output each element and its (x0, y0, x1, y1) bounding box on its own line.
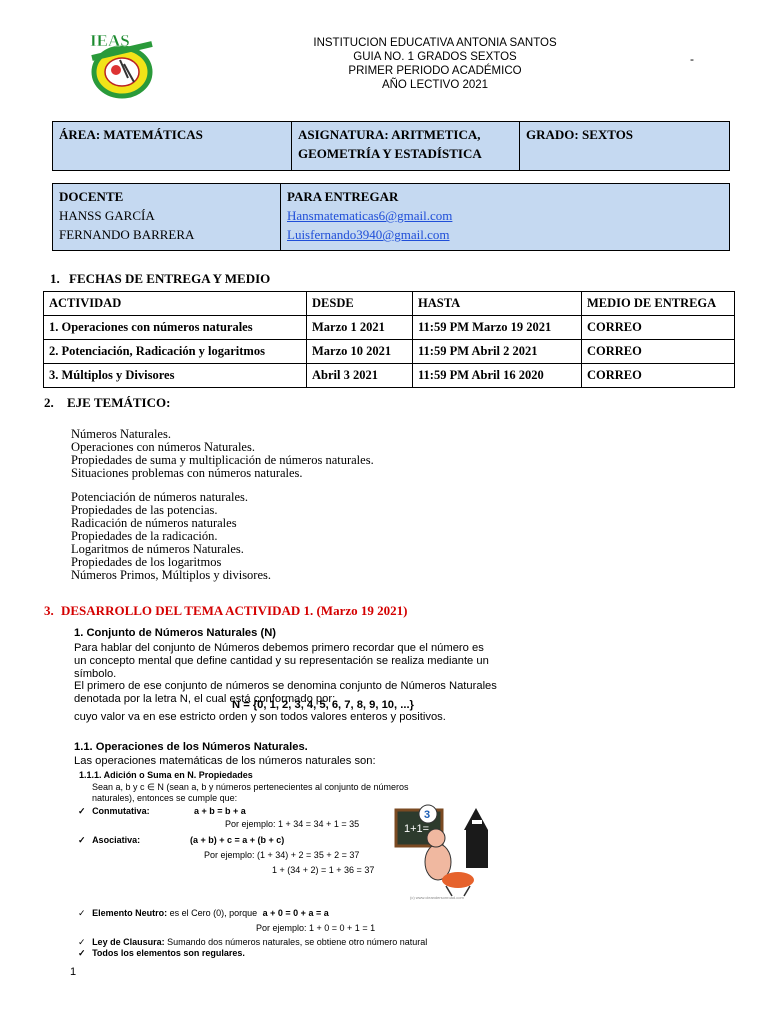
property-row (78, 806, 150, 817)
grado-cell (520, 122, 730, 171)
topic-item: Potenciación de números naturales. (71, 490, 249, 504)
property-row (78, 937, 427, 948)
teacher-name: FERNANDO BARRERA (59, 227, 195, 242)
teacher-table (52, 183, 730, 251)
topics-group (71, 491, 271, 582)
logo-text: IEAS (90, 31, 130, 50)
topic-item: Propiedades de suma y multiplicación de números naturales. (71, 453, 374, 467)
topic-item: Números Primos, Múltiplos y divisores. (71, 568, 272, 582)
board-text: 1+1= (404, 823, 430, 835)
section-3-heading (44, 603, 407, 619)
paragraph-line: símbolo. (74, 667, 117, 680)
delivery-cell (281, 184, 730, 251)
table-cell: CORREO (582, 340, 735, 364)
property-formula: (a + b) + c = a + (b + c) (190, 835, 285, 845)
property-example: Por ejemplo: 1 + 34 = 34 + 1 = 35 (225, 819, 360, 829)
topic-item: Propiedades de la radicación. (71, 529, 218, 543)
column-header: HASTA (413, 292, 582, 316)
table-row (44, 316, 735, 340)
check-icon: ✓ (78, 806, 86, 816)
area-label: ÁREA: MATEMÁTICAS (59, 127, 203, 142)
property-example: Por ejemplo: (1 + 34) + 2 = 35 + 2 = 37 (204, 850, 360, 860)
topic-item: Operaciones con números Naturales. (71, 440, 255, 454)
table-cell: 1. Operaciones con números naturales (44, 316, 307, 340)
column-header: ACTIVIDAD (44, 292, 307, 316)
page-number: 1 (70, 966, 77, 978)
intro-paragraph (74, 642, 574, 706)
property-formula: a + 0 = 0 + a = a (262, 908, 329, 918)
paragraph-line: El primero de ese conjunto de números se denomina conjunto de Números Naturales (74, 680, 497, 693)
header-line: INSTITUCION EDUCATIVA ANTONIA SANTOS (313, 37, 557, 49)
property-example: Por ejemplo: 1 + 0 = 0 + 1 = 1 (256, 923, 376, 933)
board-badge: 3 (424, 809, 431, 821)
natural-numbers-set: N = {0, 1, 2, 3, 4, 5, 6, 7, 8, 9, 10, ...} (232, 699, 414, 711)
check-icon: ✓ (78, 948, 86, 958)
section-title: FECHAS DE ENTREGA Y MEDIO (69, 271, 271, 286)
check-icon: ✓ (78, 908, 86, 918)
topic-item: Propiedades de las potencias. (71, 503, 218, 517)
table-cell: CORREO (582, 364, 735, 388)
entregar-label: PARA ENTREGAR (287, 189, 399, 204)
property-label: Elemento Neutro: (92, 908, 168, 918)
table-cell: 11:59 PM Abril 16 2020 (413, 364, 582, 388)
topic-item: Situaciones problemas con números naturales. (71, 466, 303, 480)
table-row (44, 340, 735, 364)
area-cell (53, 122, 292, 171)
check-icon: ✓ (78, 835, 86, 845)
asignatura-cell (292, 122, 520, 171)
topic-item: Logaritmos de números Naturales. (71, 542, 244, 556)
property-row (78, 908, 329, 919)
property-row (78, 948, 245, 959)
topic-item: Números Naturales. (71, 427, 171, 441)
cartoon-illustration (392, 800, 508, 900)
paragraph-line: Sean a, b y c ∈ N (sean a, b y números pertenecientes al conjunto de números (92, 782, 409, 792)
property-example: 1 + (34 + 2) = 1 + 36 = 37 (272, 865, 375, 875)
table-cell: Abril 3 2021 (307, 364, 413, 388)
section-title: EJE TEMÁTICO: (67, 395, 171, 410)
paragraph-line: Las operaciones matemáticas de los números naturales son: (74, 755, 376, 767)
delivery-dates-table (43, 291, 735, 388)
table-cell: 2. Potenciación, Radicación y logaritmos (44, 340, 307, 364)
subsection-title: 1.1. Operaciones de los Números Naturales. (74, 741, 308, 753)
property-label: Ley de Clausura: (92, 937, 165, 947)
section-title: DESARROLLO DEL TEMA ACTIVIDAD 1. (Marzo 19 2021) (61, 603, 408, 618)
column-header: MEDIO DE ENTREGA (582, 292, 735, 316)
property-row (78, 835, 140, 846)
section-number: 2. (44, 395, 54, 410)
paragraph-line: denotada por la letra N, el cual está conformado por: (74, 693, 336, 706)
email-link[interactable]: Luisfernando3940@gmail.com (287, 227, 450, 242)
header-line: AÑO LECTIVO 2021 (381, 79, 489, 91)
asignatura-line: ASIGNATURA: ARITMETICA, (298, 127, 481, 142)
image-credit: (c) www.cleandersonroad.com (410, 895, 464, 900)
table-cell: Marzo 1 2021 (307, 316, 413, 340)
header-dash: - (690, 52, 694, 66)
property-label: Conmutativa: (92, 806, 150, 816)
table-cell: 3. Múltiplos y Divisores (44, 364, 307, 388)
section-number: 3. (44, 603, 54, 618)
subsection-title: 1. Conjunto de Números Naturales (N) (74, 627, 277, 639)
table-cell: 11:59 PM Abril 2 2021 (413, 340, 582, 364)
topic-item: Radicación de números naturales (71, 516, 237, 530)
section-2-heading (44, 395, 170, 411)
section-number: 1. (50, 271, 60, 286)
property-text: Todos los elementos son regulares. (92, 948, 245, 958)
docente-label: DOCENTE (59, 189, 124, 204)
subsection-title: 1.1.1. Adición o Suma en N. Propiedades (79, 770, 253, 780)
school-logo (80, 30, 164, 100)
property-formula: a + b = b + a (194, 806, 246, 816)
column-header: DESDE (307, 292, 413, 316)
property-text: es el Cero (0), porque (169, 908, 258, 918)
document-header (270, 36, 600, 92)
table-row (44, 364, 735, 388)
property-text: Sumando dos números naturales, se obtiene otro número natural (167, 937, 428, 947)
table-cell: Marzo 10 2021 (307, 340, 413, 364)
paragraph-line: naturales), entonces se cumple que: (92, 793, 238, 803)
header-line: PRIMER PERIODO ACADÉMICO (348, 65, 522, 77)
grado-label: GRADO: SEXTOS (526, 127, 634, 142)
table-header-row (44, 292, 735, 316)
check-icon: ✓ (78, 937, 86, 947)
section-1-heading (50, 271, 270, 287)
teacher-cell (53, 184, 281, 251)
subject-info-table (52, 121, 730, 171)
table-cell: 11:59 PM Marzo 19 2021 (413, 316, 582, 340)
table-cell: CORREO (582, 316, 735, 340)
paragraph-line: cuyo valor va en ese estricto orden y son todos valores enteros y positivos. (74, 711, 446, 723)
email-link[interactable]: Hansmatematicas6@gmail.com (287, 208, 453, 223)
property-label: Asociativa: (92, 835, 141, 845)
paragraph-line: un concepto mental que define cantidad y su representación se realiza mediante un (74, 654, 489, 667)
topic-item: Propiedades de los logaritmos (71, 555, 222, 569)
paragraph-line: Para hablar del conjunto de Números debemos primero recordar que el número es (74, 642, 484, 654)
topics-group (71, 428, 374, 480)
header-line: GUIA NO. 1 GRADOS SEXTOS (353, 51, 517, 63)
asignatura-line: GEOMETRÍA Y ESTADÍSTICA (298, 146, 482, 161)
teacher-name: HANSS GARCÍA (59, 208, 155, 223)
